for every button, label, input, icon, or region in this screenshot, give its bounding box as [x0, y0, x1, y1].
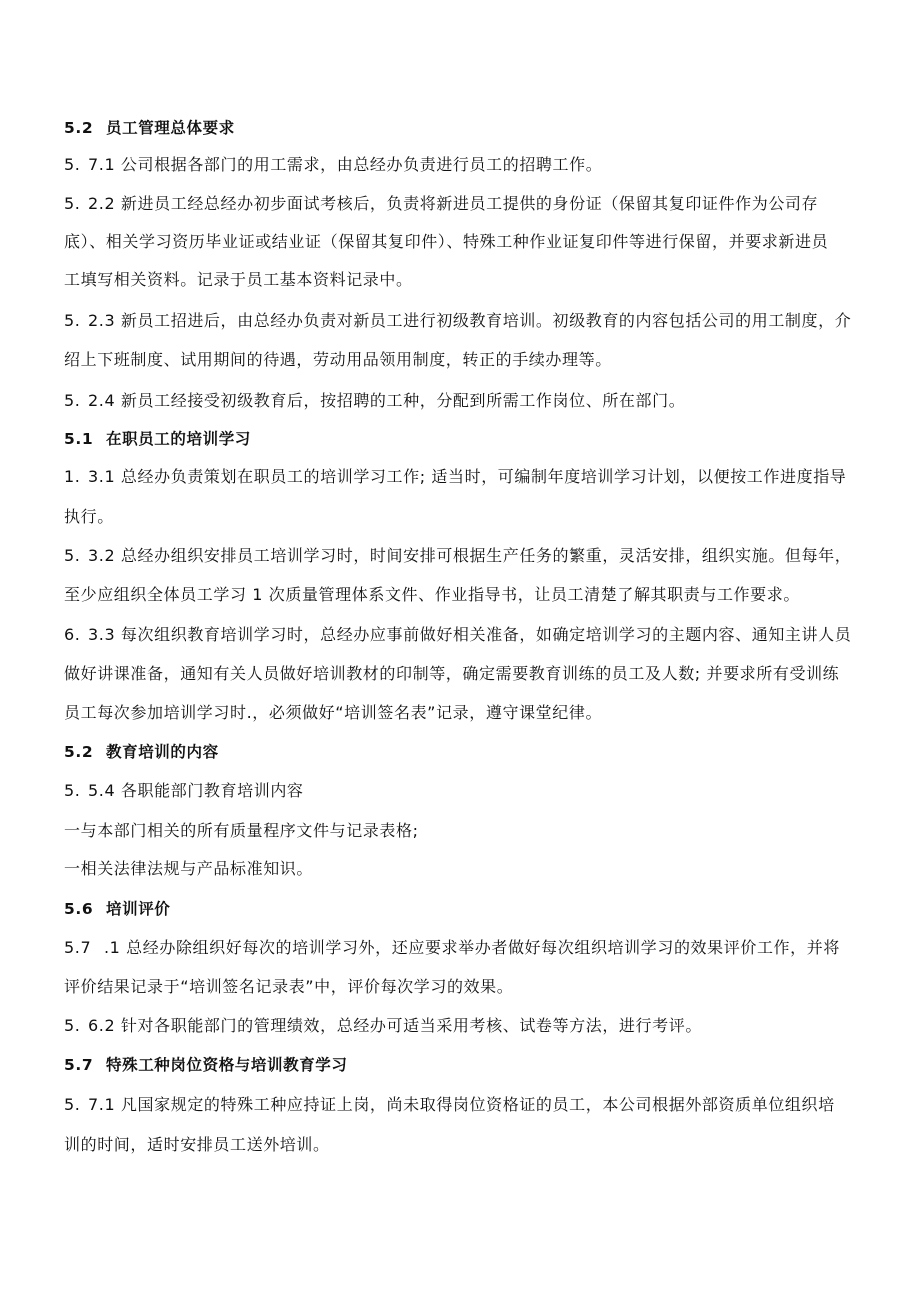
- clause-text: 一与本部门相关的所有质量程序文件与记录表格;: [64, 821, 419, 840]
- paragraph-line: [64, 780, 864, 802]
- clause-text: 特殊工种岗位资格与培训教育学习: [106, 1056, 348, 1074]
- section-heading: [64, 117, 864, 139]
- clause-text: 至少应组织全体员工学习 1 次质量管理体系文件、作业指导书，让员工清楚了解其职责与工作要求。: [64, 585, 800, 604]
- clause-number: 5.: [64, 1016, 81, 1035]
- paragraph-continuation: [64, 231, 864, 253]
- paragraph-continuation: [64, 858, 864, 880]
- clause-number: 5.: [64, 155, 81, 174]
- paragraph-continuation: [64, 269, 864, 291]
- clause-text: 一相关法律法规与产品标准知识。: [64, 859, 314, 878]
- clause-text: .1 总经办除组织好每次的培训学习外，还应要求举办者做好每次组织培训学习的效果评价工作，并将: [104, 938, 840, 957]
- paragraph-continuation: [64, 663, 864, 685]
- clause-number: 5.2: [64, 119, 94, 137]
- clause-number: 5.: [64, 391, 81, 410]
- paragraph-line: [64, 154, 864, 176]
- clause-text: 员工管理总体要求: [106, 119, 235, 137]
- clause-number: 5.2: [64, 743, 94, 761]
- clause-number: 5.6: [64, 900, 94, 918]
- paragraph-continuation: [64, 1134, 864, 1156]
- clause-text: 评价结果记录于“培训签名记录表”中，评价每次学习的效果。: [64, 977, 514, 996]
- section-heading: [64, 428, 864, 450]
- clause-number: 6.: [64, 625, 81, 644]
- paragraph-continuation: [64, 820, 864, 842]
- section-heading: [64, 1054, 864, 1076]
- clause-text: 5.4 各职能部门教育培训内容: [88, 781, 304, 800]
- clause-text: 7.1 公司根据各部门的用工需求，由总经办负责进行员工的招聘工作。: [88, 155, 603, 174]
- clause-text: 在职员工的培训学习: [106, 430, 251, 448]
- clause-text: 教育培训的内容: [106, 743, 219, 761]
- clause-text: 3.2 总经办组织安排员工培训学习时，时间安排可根据生产任务的繁重，灵活安排，组织实施。但每年，: [88, 546, 852, 565]
- clause-text: 底）、相关学习资历毕业证或结业证（保留其复印件）、特殊工种作业证复印件等进行保留，并要求新进员: [64, 232, 829, 251]
- paragraph-continuation: [64, 702, 864, 724]
- clause-text: 做好讲课准备，通知有关人员做好培训教材的印制等，确定需要教育训练的员工及人数; 并要求所有受训练: [64, 664, 840, 683]
- paragraph-continuation: [64, 584, 864, 606]
- clause-number: 5.: [64, 311, 81, 330]
- clause-text: 执行。: [64, 507, 114, 526]
- clause-text: 训的时间，适时安排员工送外培训。: [64, 1135, 330, 1154]
- clause-number: 5.7: [64, 1056, 94, 1074]
- paragraph-line: [64, 545, 864, 567]
- paragraph-line: [64, 624, 864, 646]
- clause-text: 员工每次参加培训学习时.，必须做好“培训签名表”记录，遵守课堂纪律。: [64, 703, 603, 722]
- clause-text: 2.4 新员工经接受初级教育后，按招聘的工种，分配到所需工作岗位、所在部门。: [88, 391, 686, 410]
- clause-text: 工填写相关资料。记录于员工基本资料记录中。: [64, 270, 413, 289]
- paragraph-line: [64, 390, 864, 412]
- clause-text: 2.3 新员工招进后，由总经办负责对新员工进行初级教育培训。初级教育的内容包括公司的用工制度，介: [88, 311, 852, 330]
- paragraph-continuation: [64, 349, 864, 371]
- clause-text: 6.2 针对各职能部门的管理绩效，总经办可适当采用考核、试卷等方法，进行考评。: [88, 1016, 702, 1035]
- paragraph-line: [64, 1094, 864, 1116]
- clause-number: 5.: [64, 781, 81, 800]
- clause-number: 1.: [64, 467, 81, 486]
- paragraph-line: [64, 466, 864, 488]
- clause-number: 5.1: [64, 430, 94, 448]
- clause-text: 3.1 总经办负责策划在职员工的培训学习工作; 适当时，可编制年度培训学习计划，以便按工作进度指导: [88, 467, 847, 486]
- clause-number: 5.: [64, 194, 81, 213]
- clause-text: 培训评价: [106, 900, 171, 918]
- clause-text: 绍上下班制度、试用期间的待遇，劳动用品领用制度，转正的手续办理等。: [64, 350, 612, 369]
- paragraph-line: [64, 310, 864, 332]
- section-heading: [64, 741, 864, 763]
- clause-number: 5.: [64, 546, 81, 565]
- clause-text: 2.2 新进员工经总经办初步面试考核后，负责将新进员工提供的身份证（保留其复印证件作为公司存: [88, 194, 819, 213]
- clause-number: 5.: [64, 1095, 81, 1114]
- section-heading: [64, 898, 864, 920]
- clause-text: 7.1 凡国家规定的特殊工种应持证上岗，尚未取得岗位资格证的员工，本公司根据外部资质单位组织培: [88, 1095, 835, 1114]
- paragraph-line: [64, 193, 864, 215]
- clause-number: 5.7: [64, 938, 92, 957]
- paragraph-continuation: [64, 506, 864, 528]
- clause-text: 3.3 每次组织教育培训学习时，总经办应事前做好相关准备，如确定培训学习的主题内容、通知主讲人员: [88, 625, 852, 644]
- paragraph-continuation: [64, 976, 864, 998]
- paragraph-line: [64, 1015, 864, 1037]
- paragraph-line: [64, 937, 864, 959]
